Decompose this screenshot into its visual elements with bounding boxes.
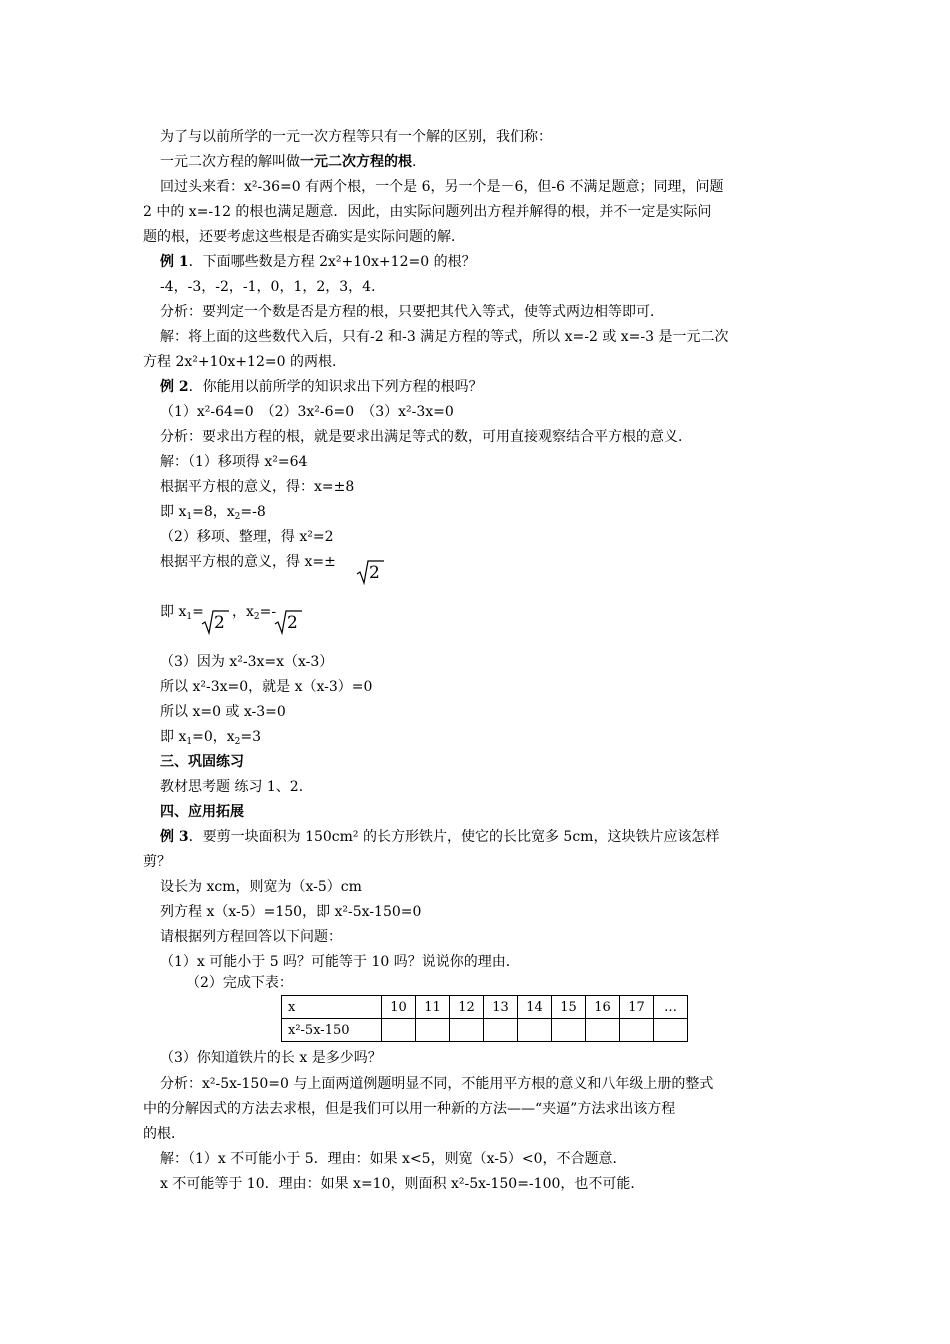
table-cell-empty[interactable] bbox=[518, 1019, 552, 1042]
subscript: 2 bbox=[234, 512, 241, 522]
text-line: 设长为 xcm，则宽为（x-5）cm bbox=[160, 879, 362, 895]
sqrt-symbol bbox=[356, 559, 384, 585]
table-cell-empty[interactable] bbox=[620, 1019, 654, 1042]
text: 即 x bbox=[160, 504, 187, 520]
text: =8，x bbox=[192, 504, 235, 520]
text-line: 分析：要求出方程的根，就是要求出满足等式的数，可用直接观察结合平方根的意义． bbox=[160, 429, 692, 445]
table-cell: 17 bbox=[620, 996, 654, 1019]
example-2-heading bbox=[160, 378, 483, 396]
subscript: 2 bbox=[253, 612, 260, 622]
subscript: 2 bbox=[234, 737, 241, 747]
table-cell: 10 bbox=[382, 996, 416, 1019]
text: ．你能用以前所学的知识求出下列方程的根吗？ bbox=[188, 379, 483, 395]
example-label: 例 3 bbox=[160, 829, 189, 845]
text-line bbox=[232, 603, 276, 621]
example-3-heading bbox=[160, 828, 719, 846]
sqrt-symbol bbox=[201, 609, 229, 635]
table-header-cell: x bbox=[282, 996, 382, 1019]
table-cell: 14 bbox=[518, 996, 552, 1019]
table-cell-empty[interactable] bbox=[450, 1019, 484, 1042]
table-row bbox=[282, 1019, 688, 1042]
text-line: 题的根，还要考虑这些根是否确实是实际问题的解． bbox=[143, 229, 465, 245]
text: . bbox=[412, 154, 417, 170]
text-line: 剪？ bbox=[143, 854, 171, 870]
table-cell: … bbox=[654, 996, 688, 1019]
sqrt-symbol bbox=[274, 609, 302, 635]
text-line: 根据平方根的意义，得：x=±8 bbox=[160, 479, 355, 495]
text-line: 教材思考题 练习 1、2． bbox=[160, 779, 313, 795]
table-cell: 16 bbox=[586, 996, 620, 1019]
text-line: 2 中的 x=-12 的根也满足题意．因此，由实际问题列出方程并解得的根，并不一定是实际问 bbox=[143, 204, 712, 220]
text-line: 解：（1）移项得 x²=64 bbox=[160, 454, 308, 470]
text: 一元二次方程的解叫做 bbox=[160, 154, 300, 170]
text: =-8 bbox=[240, 504, 266, 520]
text-line: 分析：要判定一个数是否是方程的根，只要把其代入等式，使等式两边相等即可． bbox=[160, 304, 664, 320]
text-line: 方程 2x²+10x+12=0 的两根． bbox=[143, 354, 346, 370]
table-cell: 15 bbox=[552, 996, 586, 1019]
section-heading: 三、巩固练习 bbox=[160, 754, 244, 770]
sqrt-radicand: 2 bbox=[369, 563, 380, 583]
table-cell: 13 bbox=[484, 996, 518, 1019]
text-line: （1）x²-64=0 （2）3x²-6=0 （3）x²-3x=0 bbox=[160, 404, 454, 420]
text-line: 回过头来看：x²-36=0 有两个根，一个是 6，另一个是－6，但-6 不满足题意；同理，问题 bbox=[160, 179, 724, 195]
definition-line bbox=[160, 153, 416, 171]
table-cell-empty[interactable] bbox=[382, 1019, 416, 1042]
text-line: 根据平方根的意义，得 x=± bbox=[160, 554, 336, 570]
subscript: 1 bbox=[186, 737, 193, 747]
text-line bbox=[160, 503, 266, 521]
table-header-cell: x²-5x-150 bbox=[282, 1019, 382, 1042]
text: 即 x bbox=[160, 729, 187, 745]
text-line bbox=[160, 603, 204, 621]
text-line: 解：将上面的这些数代入后，只有-2 和-3 满足方程的等式，所以 x=-2 或 x=-3 是一元二次 bbox=[160, 329, 729, 345]
text-line: （2）移项、整理，得 x²=2 bbox=[160, 529, 334, 545]
section-heading: 四、应用拓展 bbox=[160, 804, 244, 820]
text-line: 所以 x=0 或 x-3=0 bbox=[160, 704, 286, 720]
sqrt-radicand: 2 bbox=[214, 613, 225, 633]
text: = bbox=[192, 604, 204, 620]
table-cell-empty[interactable] bbox=[586, 1019, 620, 1042]
text-line: （1）x 可能小于 5 吗？可能等于 10 吗？说说你的理由． bbox=[160, 954, 520, 970]
text-line: 解：（1）x 不可能小于 5．理由：如果 x<5，则宽（x-5）<0，不合题意． bbox=[160, 1151, 627, 1167]
table-row bbox=[282, 996, 688, 1019]
text: ．要剪一块面积为 150cm² 的长方形铁片，使它的长比宽多 5cm，这块铁片应该怎样 bbox=[188, 829, 720, 845]
text-line: 分析：x²-5x-150=0 与上面两道例题明显不同，不能用平方根的意义和八年级上册的整式 bbox=[160, 1076, 714, 1092]
sqrt-radicand: 2 bbox=[287, 613, 298, 633]
text: ．下面哪些数是方程 2x²+10x+12=0 的根？ bbox=[188, 254, 476, 270]
table-cell: 11 bbox=[416, 996, 450, 1019]
table-cell-empty[interactable] bbox=[416, 1019, 450, 1042]
value-table bbox=[281, 995, 688, 1042]
text-line: （2）完成下表： bbox=[186, 975, 293, 991]
table-cell-empty[interactable] bbox=[484, 1019, 518, 1042]
table-cell-empty[interactable] bbox=[654, 1019, 688, 1042]
table-cell-empty[interactable] bbox=[552, 1019, 586, 1042]
text-line: 所以 x²-3x=0，就是 x（x-3）=0 bbox=[160, 679, 373, 695]
text: =3 bbox=[240, 729, 262, 745]
text: =- bbox=[259, 604, 277, 620]
text-line: 列方程 x（x-5）=150，即 x²-5x-150=0 bbox=[160, 904, 422, 920]
text-line: 的根． bbox=[143, 1126, 185, 1142]
text: 即 x bbox=[160, 604, 187, 620]
subscript: 1 bbox=[186, 512, 193, 522]
example-label: 例 1 bbox=[160, 254, 189, 270]
text: ，x bbox=[232, 604, 254, 620]
example-1-heading bbox=[160, 253, 476, 271]
text-line: 请根据列方程回答以下问题： bbox=[160, 929, 342, 945]
example-label: 例 2 bbox=[160, 379, 189, 395]
text-line: x 不可能等于 10．理由：如果 x=10，则面积 x²-5x-150=-100，也不可能． bbox=[160, 1176, 645, 1192]
table-cell: 12 bbox=[450, 996, 484, 1019]
subscript: 1 bbox=[186, 612, 193, 622]
text-line: （3）因为 x²-3x=x（x-3） bbox=[160, 654, 334, 670]
text-line: （3）你知道铁片的长 x 是多少吗？ bbox=[160, 1050, 382, 1066]
text-line bbox=[160, 728, 261, 746]
bold-term: 一元二次方程的根 bbox=[300, 154, 412, 170]
text: =0，x bbox=[192, 729, 235, 745]
text-line: 中的分解因式的方法去求根，但是我们可以用一种新的方法——“夹逼”方法求出该方程 bbox=[143, 1101, 676, 1117]
text-line: -4，-3，-2，-1，0，1，2，3，4． bbox=[160, 279, 386, 295]
text-line: 为了与以前所学的一元一次方程等只有一个解的区别，我们称： bbox=[160, 129, 552, 145]
